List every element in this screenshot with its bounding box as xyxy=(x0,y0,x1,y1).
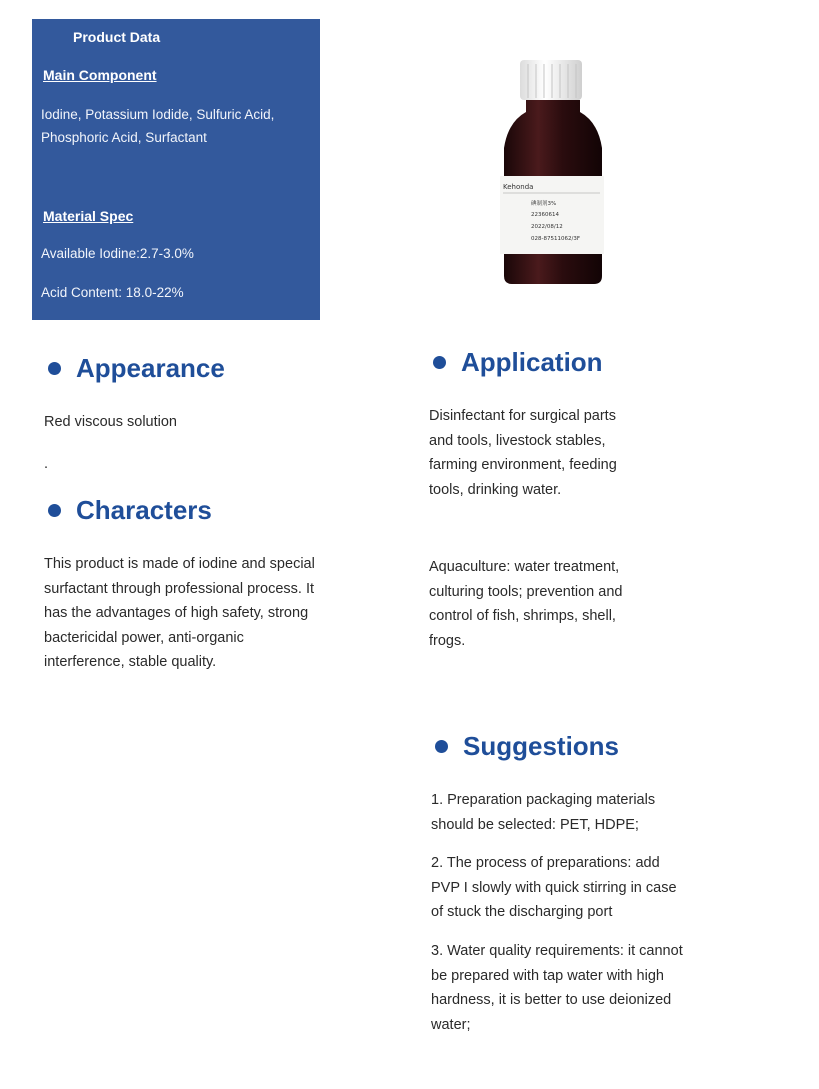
product-bottle-image xyxy=(498,58,608,286)
application-text-2: Aquaculture: water treatment, culturing tools; prevention and control of fish, shrimps, shell, frogs. xyxy=(429,559,623,649)
application-heading xyxy=(431,347,603,378)
suggestions-heading-label: Suggestions xyxy=(463,731,620,761)
characters-text: This product is made of iodine and special surfactant through professional process. It has the advantages of high safety, strong bactericidal power, anti-organic interference, stable quality. xyxy=(44,556,315,670)
main-component-heading: Main Component xyxy=(43,67,157,83)
bullet-icon xyxy=(435,740,448,753)
main-component-text: Iodine, Potassium Iodide, Sulfuric Acid, Phosphoric Acid, Surfactant xyxy=(41,107,275,145)
acid-content-spec: Acid Content: 18.0-22% xyxy=(41,285,184,300)
application-heading-label: Application xyxy=(461,347,603,377)
characters-heading-label: Characters xyxy=(76,495,212,525)
bottle-cap xyxy=(520,60,582,100)
characters-heading xyxy=(46,495,212,526)
suggestions-heading xyxy=(433,731,619,762)
panel-title: Product Data xyxy=(73,29,161,45)
appearance-heading xyxy=(46,353,225,384)
bullet-icon xyxy=(433,356,446,369)
product-data-panel xyxy=(32,19,320,320)
bottle-label-line3: 2022/08/12 xyxy=(531,224,563,230)
suggestion-item-3: 3. Water quality requirements: it cannot be prepared with tap water with high hardness, it is better to use deionized water; xyxy=(431,943,683,1033)
bottle-label-line4: 028-87511062/3F xyxy=(531,236,580,242)
bullet-icon xyxy=(48,362,61,375)
material-spec-heading: Material Spec xyxy=(43,208,134,224)
appearance-text: Red viscous solution xyxy=(44,414,177,430)
suggestion-item-2: 2. The process of preparations: add PVP I slowly with quick stirring in case of stuck the discharging port xyxy=(431,855,677,920)
suggestion-item-1: 1. Preparation packaging materials should be selected: PET, HDPE; xyxy=(431,792,656,833)
bullet-icon xyxy=(48,504,61,517)
bottle-label-brand: Kehonda xyxy=(503,183,534,191)
bottle-label-line2: 22360614 xyxy=(531,212,559,218)
bottle-label-line1: 碘制剂3% xyxy=(531,201,557,207)
appearance-heading-label: Appearance xyxy=(76,353,225,383)
appearance-dot: . xyxy=(44,456,49,472)
application-text-1: Disinfectant for surgical parts and tools, livestock stables, farming environment, feeding tools, drinking water. xyxy=(429,408,617,498)
available-iodine-spec: Available Iodine:2.7-3.0% xyxy=(41,246,194,261)
